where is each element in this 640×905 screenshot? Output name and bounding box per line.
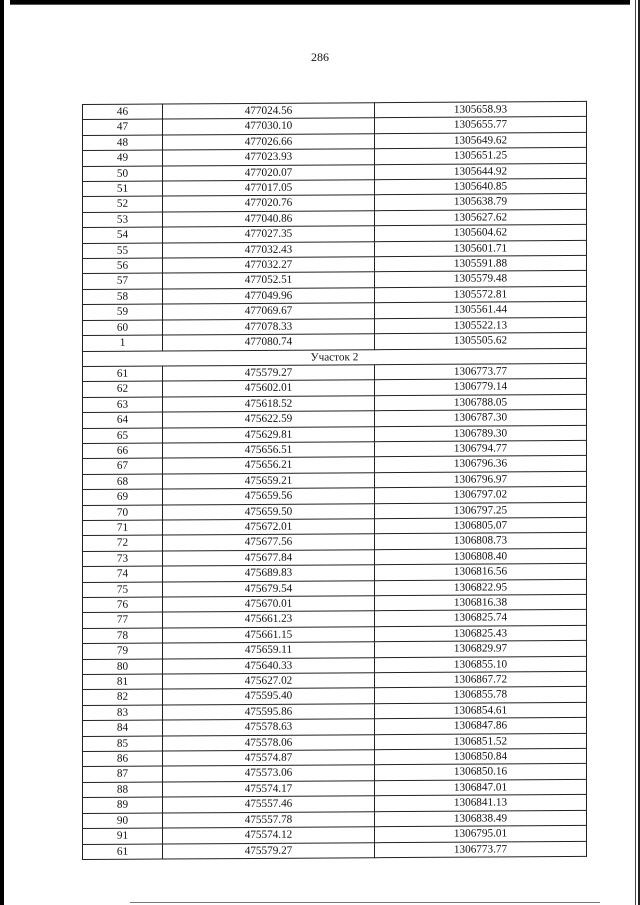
y-coordinate: 1305649.62 xyxy=(375,132,587,149)
x-coordinate: 475629.81 xyxy=(163,426,375,443)
x-coordinate: 475677.56 xyxy=(163,534,375,551)
point-number: 65 xyxy=(83,428,163,444)
point-number: 53 xyxy=(83,212,163,228)
y-coordinate: 1306838.49 xyxy=(375,810,587,827)
y-coordinate: 1305655.77 xyxy=(375,117,587,134)
point-number: 60 xyxy=(83,320,163,336)
point-number: 83 xyxy=(83,705,163,721)
y-coordinate: 1306788.05 xyxy=(375,394,587,411)
y-coordinate: 1306795.01 xyxy=(375,826,587,843)
x-coordinate: 475672.01 xyxy=(163,519,375,536)
x-coordinate: 475602.01 xyxy=(163,380,375,397)
point-number: 51 xyxy=(83,181,163,197)
y-coordinate: 1306773.77 xyxy=(375,841,587,858)
point-number: 62 xyxy=(83,381,163,397)
x-coordinate: 475595.86 xyxy=(163,704,375,721)
x-coordinate: 477017.05 xyxy=(163,180,375,197)
x-coordinate: 477023.93 xyxy=(163,149,375,166)
point-number: 46 xyxy=(83,104,163,120)
point-number: 74 xyxy=(83,566,163,582)
point-number: 1 xyxy=(83,335,163,351)
x-coordinate: 475677.84 xyxy=(163,549,375,566)
y-coordinate: 1305601.71 xyxy=(375,240,587,257)
x-coordinate: 477020.07 xyxy=(163,164,375,181)
point-number: 61 xyxy=(83,366,163,382)
y-coordinate: 1306822.95 xyxy=(375,579,587,596)
y-coordinate: 1306847.01 xyxy=(375,779,587,796)
x-coordinate: 475573.06 xyxy=(163,765,375,782)
point-number: 73 xyxy=(83,551,163,567)
y-coordinate: 1306867.72 xyxy=(375,671,587,688)
y-coordinate: 1306794.77 xyxy=(375,440,587,457)
y-coordinate: 1305627.62 xyxy=(375,209,587,226)
point-number: 87 xyxy=(83,766,163,782)
scan-edge-top xyxy=(10,0,630,8)
point-number: 66 xyxy=(83,443,163,459)
y-coordinate: 1305651.25 xyxy=(375,148,587,165)
x-coordinate: 477026.66 xyxy=(163,134,375,151)
x-coordinate: 477052.51 xyxy=(163,272,375,289)
point-number: 72 xyxy=(83,535,163,551)
x-coordinate: 477032.43 xyxy=(163,241,375,258)
x-coordinate: 475659.21 xyxy=(163,472,375,489)
x-coordinate: 475578.06 xyxy=(163,734,375,751)
point-number: 85 xyxy=(83,736,163,752)
x-coordinate: 475659.11 xyxy=(163,642,375,659)
y-coordinate: 1305522.13 xyxy=(375,317,587,334)
x-coordinate: 475595.40 xyxy=(163,688,375,705)
x-coordinate: 475574.87 xyxy=(163,750,375,767)
y-coordinate: 1306805.07 xyxy=(375,517,587,534)
point-number: 63 xyxy=(83,397,163,413)
y-coordinate: 1306825.43 xyxy=(375,625,587,642)
point-number: 56 xyxy=(83,258,163,274)
y-coordinate: 1306808.73 xyxy=(375,533,587,550)
y-coordinate: 1306825.74 xyxy=(375,610,587,627)
point-number: 84 xyxy=(83,720,163,736)
scan-edge-bottom xyxy=(130,902,600,903)
y-coordinate: 1306850.16 xyxy=(375,764,587,781)
x-coordinate: 475557.78 xyxy=(163,811,375,828)
x-coordinate: 475661.23 xyxy=(163,611,375,628)
y-coordinate: 1306808.40 xyxy=(375,548,587,565)
x-coordinate: 477069.67 xyxy=(163,303,375,320)
x-coordinate: 477080.74 xyxy=(163,334,375,351)
point-number: 59 xyxy=(83,304,163,320)
x-coordinate: 475578.63 xyxy=(163,719,375,736)
y-coordinate: 1306789.30 xyxy=(375,425,587,442)
y-coordinate: 1306796.36 xyxy=(375,456,587,473)
x-coordinate: 475640.33 xyxy=(163,657,375,674)
x-coordinate: 475574.12 xyxy=(163,827,375,844)
point-number: 71 xyxy=(83,520,163,536)
point-number: 78 xyxy=(83,628,163,644)
point-number: 70 xyxy=(83,505,163,521)
x-coordinate: 477040.86 xyxy=(163,211,375,228)
point-number: 90 xyxy=(83,813,163,829)
y-coordinate: 1305638.79 xyxy=(375,194,587,211)
y-coordinate: 1305561.44 xyxy=(375,302,587,319)
point-number: 52 xyxy=(83,196,163,212)
y-coordinate: 1306850.84 xyxy=(375,748,587,765)
y-coordinate: 1306779.14 xyxy=(375,379,587,396)
table-body-part-2 xyxy=(83,363,587,859)
x-coordinate: 475679.54 xyxy=(163,580,375,597)
x-coordinate: 477024.56 xyxy=(163,103,375,120)
point-number: 88 xyxy=(83,782,163,798)
point-number: 79 xyxy=(83,643,163,659)
point-number: 68 xyxy=(83,474,163,490)
x-coordinate: 475618.52 xyxy=(163,395,375,412)
y-coordinate: 1305505.62 xyxy=(375,333,587,350)
y-coordinate: 1305572.81 xyxy=(375,286,587,303)
x-coordinate: 475661.15 xyxy=(163,627,375,644)
point-number: 89 xyxy=(83,797,163,813)
y-coordinate: 1306829.97 xyxy=(375,641,587,658)
x-coordinate: 475656.21 xyxy=(163,457,375,474)
y-coordinate: 1305604.62 xyxy=(375,225,587,242)
point-number: 76 xyxy=(83,597,163,613)
y-coordinate: 1306797.02 xyxy=(375,487,587,504)
point-number: 50 xyxy=(83,166,163,182)
point-number: 57 xyxy=(83,273,163,289)
point-number: 75 xyxy=(83,582,163,598)
x-coordinate: 475689.83 xyxy=(163,565,375,582)
point-number: 48 xyxy=(83,135,163,151)
y-coordinate: 1306855.10 xyxy=(375,656,587,673)
y-coordinate: 1306796.97 xyxy=(375,471,587,488)
x-coordinate: 477030.10 xyxy=(163,118,375,135)
y-coordinate: 1306841.13 xyxy=(375,795,587,812)
point-number: 67 xyxy=(83,458,163,474)
point-number: 54 xyxy=(83,227,163,243)
table-body-part-1 xyxy=(83,101,587,351)
y-coordinate: 1306847.86 xyxy=(375,718,587,735)
point-number: 91 xyxy=(83,828,163,844)
point-number: 55 xyxy=(83,243,163,259)
x-coordinate: 475627.02 xyxy=(163,673,375,690)
x-coordinate: 477032.27 xyxy=(163,257,375,274)
x-coordinate: 475557.46 xyxy=(163,796,375,813)
y-coordinate: 1306787.30 xyxy=(375,410,587,427)
x-coordinate: 475579.27 xyxy=(163,842,375,859)
y-coordinate: 1305644.92 xyxy=(375,163,587,180)
y-coordinate: 1305591.88 xyxy=(375,255,587,272)
y-coordinate: 1305640.85 xyxy=(375,178,587,195)
y-coordinate: 1306773.77 xyxy=(375,363,587,380)
x-coordinate: 477027.35 xyxy=(163,226,375,243)
y-coordinate: 1306797.25 xyxy=(375,502,587,519)
x-coordinate: 475659.56 xyxy=(163,488,375,505)
x-coordinate: 475659.50 xyxy=(163,503,375,520)
point-number: 77 xyxy=(83,612,163,628)
point-number: 64 xyxy=(83,412,163,428)
point-number: 58 xyxy=(83,289,163,305)
page-number: 286 xyxy=(311,50,329,64)
y-coordinate: 1305579.48 xyxy=(375,271,587,288)
x-coordinate: 477020.76 xyxy=(163,195,375,212)
point-number: 61 xyxy=(83,844,163,860)
y-coordinate: 1306816.38 xyxy=(375,594,587,611)
y-coordinate: 1306816.56 xyxy=(375,564,587,581)
x-coordinate: 475670.01 xyxy=(163,596,375,613)
y-coordinate: 1305658.93 xyxy=(375,101,587,118)
y-coordinate: 1306855.78 xyxy=(375,687,587,704)
point-number: 81 xyxy=(83,674,163,690)
x-coordinate: 477078.33 xyxy=(163,318,375,335)
y-coordinate: 1306851.52 xyxy=(375,733,587,750)
point-number: 47 xyxy=(83,119,163,135)
table-row xyxy=(83,841,587,859)
point-number: 69 xyxy=(83,489,163,505)
point-number: 80 xyxy=(83,659,163,675)
y-coordinate: 1306854.61 xyxy=(375,702,587,719)
point-number: 49 xyxy=(83,150,163,166)
x-coordinate: 475622.59 xyxy=(163,411,375,428)
scan-edge-left xyxy=(0,0,4,905)
point-number: 82 xyxy=(83,689,163,705)
x-coordinate: 475656.51 xyxy=(163,442,375,459)
point-number: 86 xyxy=(83,751,163,767)
x-coordinate: 475574.17 xyxy=(163,781,375,798)
x-coordinate: 475579.27 xyxy=(163,365,375,382)
section-label: Участок 2 xyxy=(83,348,587,366)
coordinates-table xyxy=(82,101,587,860)
x-coordinate: 477049.96 xyxy=(163,288,375,305)
scan-edge-right xyxy=(632,0,640,905)
